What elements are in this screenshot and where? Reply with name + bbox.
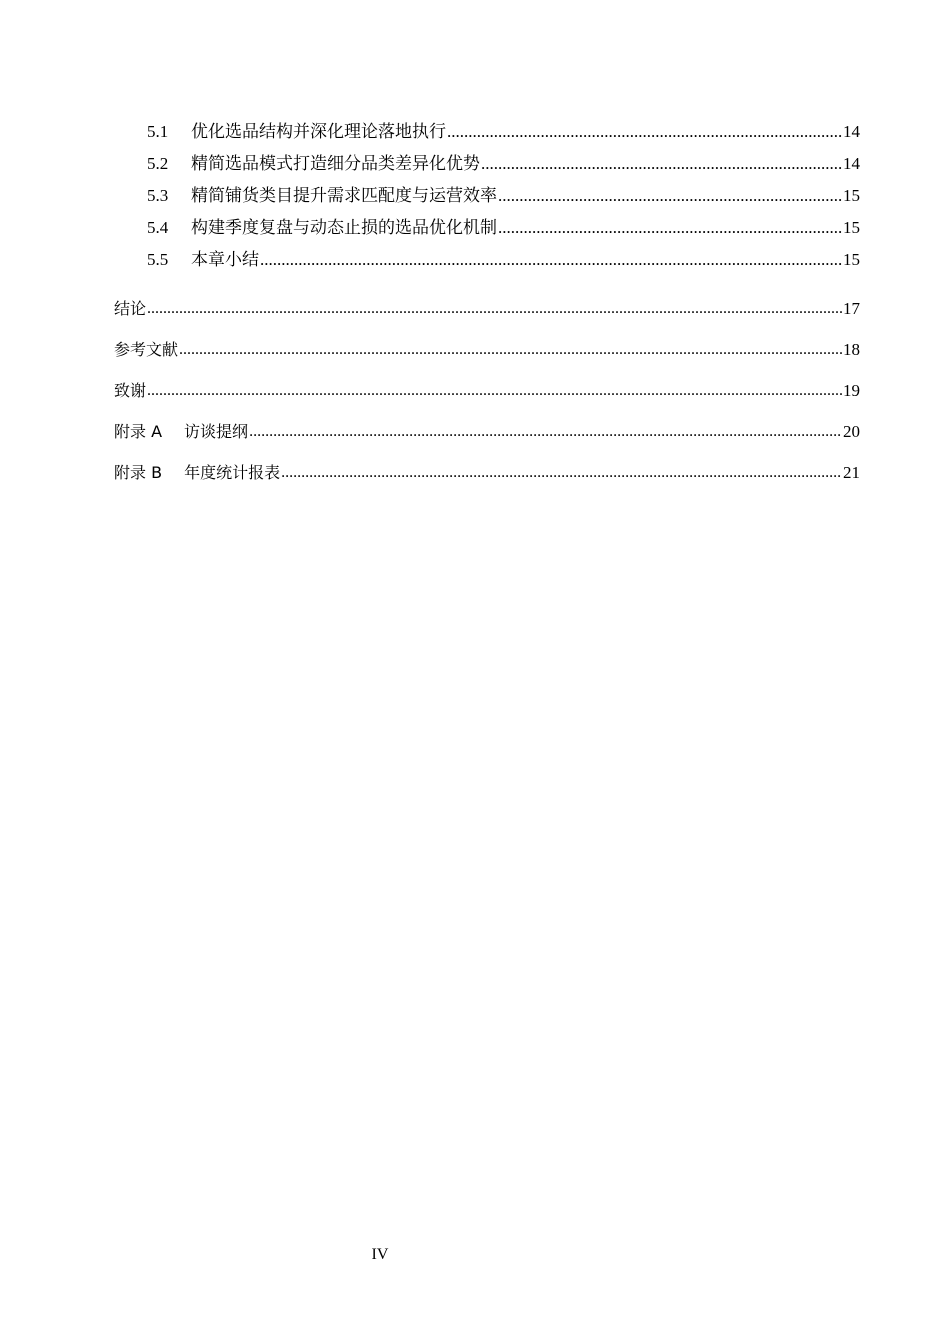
toc-entry-title: 精简铺货类目提升需求匹配度与运营效率 — [191, 186, 497, 205]
toc-entry-prefix: 附录 B — [114, 462, 163, 482]
toc-entry-label — [114, 459, 280, 487]
toc-leader-dots — [281, 459, 842, 487]
toc-entry-title: 致谢 — [114, 380, 147, 400]
toc-leader-dots — [498, 182, 842, 210]
toc-entry-5-1[interactable] — [114, 118, 860, 150]
toc-leader-dots — [249, 418, 842, 446]
toc-leader-dots — [260, 246, 842, 274]
toc-entry-label — [114, 418, 248, 446]
toc-entry-page: 14 — [843, 154, 860, 173]
toc-entry-number: 5.2 — [147, 154, 169, 173]
toc-entry-acknowledgements[interactable] — [114, 370, 860, 411]
toc-entry-5-5[interactable] — [114, 246, 860, 278]
toc-entry-appendix-b[interactable] — [114, 452, 860, 493]
toc-entry-page: 14 — [843, 122, 860, 141]
toc-entry-title: 精简选品模式打造细分品类差异化优势 — [191, 154, 480, 173]
toc-entry-number: 5.5 — [147, 250, 169, 269]
toc-leader-dots — [147, 295, 842, 323]
toc-entry-page: 19 — [843, 380, 860, 400]
toc-entry-number: 5.1 — [147, 122, 169, 141]
toc-entry-5-4[interactable] — [114, 214, 860, 246]
toc-leader-dots — [147, 377, 842, 405]
toc-leader-dots — [498, 214, 842, 242]
page-number-footer: IV — [371, 1246, 389, 1263]
toc-entry-title: 参考文献 — [114, 339, 179, 359]
toc-entry-5-2[interactable] — [114, 150, 860, 182]
toc-entry-page: 15 — [843, 218, 860, 237]
toc-entry-page: 20 — [843, 421, 860, 441]
toc-entry-page: 18 — [843, 339, 860, 359]
toc-entry-page: 17 — [843, 298, 860, 318]
toc-entry-references[interactable] — [114, 329, 860, 370]
toc-entry-number: 5.3 — [147, 186, 169, 205]
toc-entry-page: 15 — [843, 250, 860, 269]
toc-entry-5-3[interactable] — [114, 182, 860, 214]
toc-entry-title: 年度统计报表 — [184, 462, 281, 482]
toc-leader-dots — [447, 118, 842, 146]
toc-entry-title: 访谈提纲 — [184, 421, 249, 441]
toc-entry-title: 优化选品结构并深化理论落地执行 — [191, 122, 446, 141]
toc-entry-title: 构建季度复盘与动态止损的选品优化机制 — [191, 218, 497, 237]
toc-entry-page: 15 — [843, 186, 860, 205]
toc-entry-prefix: 附录 A — [114, 421, 163, 441]
toc-entry-conclusion[interactable] — [114, 288, 860, 329]
toc-entry-title: 本章小结 — [191, 250, 259, 269]
toc-entry-appendix-a[interactable] — [114, 411, 860, 452]
toc-leader-dots — [481, 150, 842, 178]
table-of-contents — [114, 118, 860, 493]
toc-leader-dots — [179, 336, 842, 364]
toc-entry-number: 5.4 — [147, 218, 169, 237]
toc-entry-title: 结论 — [114, 298, 147, 318]
toc-entry-page: 21 — [843, 462, 860, 482]
